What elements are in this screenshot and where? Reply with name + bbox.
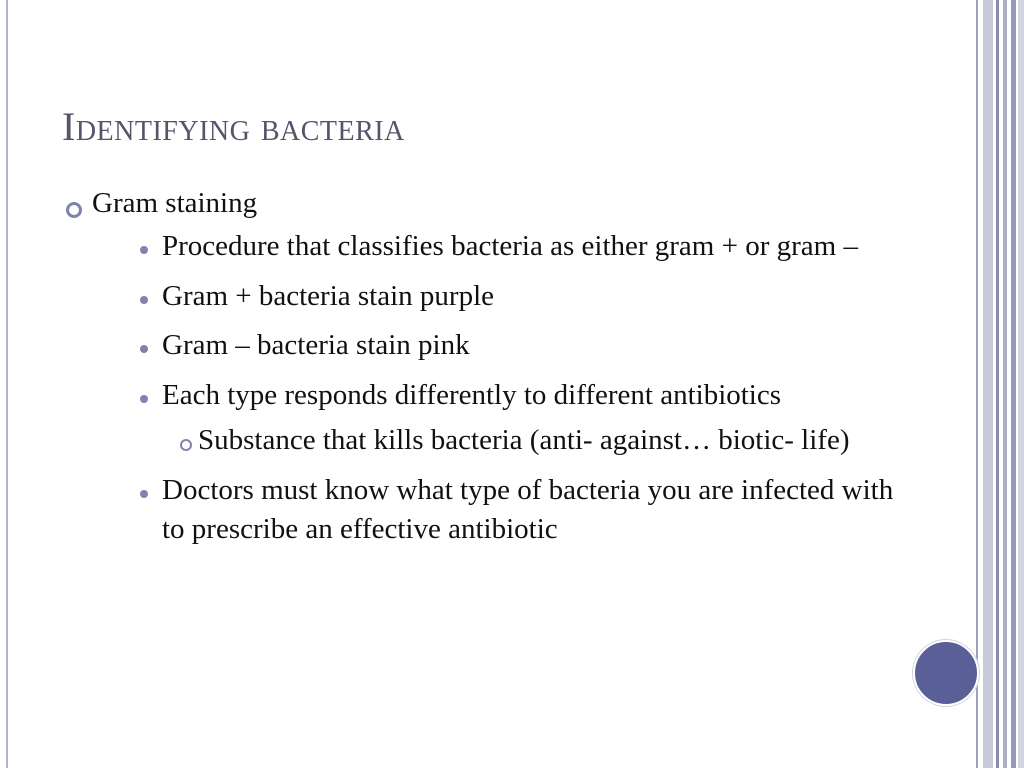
small-ring-bullet-icon	[180, 439, 192, 451]
decorative-circle-icon	[913, 640, 979, 706]
bullet-text: Gram staining	[92, 187, 258, 219]
dot-bullet-icon	[140, 490, 148, 498]
bullet-text: Gram – bacteria stain pink	[162, 329, 470, 362]
subbullet-antibiotics	[134, 376, 902, 461]
bullet-text: Gram + bacteria stain purple	[162, 279, 494, 312]
dot-bullet-icon	[140, 296, 148, 304]
subbullet-gram-positive	[134, 277, 902, 316]
subbullet-gram-negative	[134, 326, 902, 365]
bullet-text: Doctors must know what type of bacteria you are infected with to prescribe an effective antibiotic	[162, 473, 894, 546]
stripe-5	[1011, 0, 1016, 768]
subbullet-doctors	[134, 471, 902, 550]
stripe-1	[976, 0, 978, 768]
bullet-text: Substance that kills bacteria (anti- against… biotic- life)	[198, 424, 850, 457]
bullet-text: Procedure that classifies bacteria as either gram + or gram –	[162, 230, 858, 263]
right-decorative-stripes	[976, 0, 1024, 768]
subbullet-list	[134, 227, 902, 549]
subbullet-procedure	[134, 227, 902, 266]
dot-bullet-icon	[140, 246, 148, 254]
bullet-level1-gram-staining	[62, 184, 902, 550]
slide-title: Identifying bacteria	[62, 104, 405, 149]
dot-bullet-icon	[140, 345, 148, 353]
stripe-3	[996, 0, 999, 768]
dot-bullet-icon	[140, 395, 148, 403]
ring-bullet-icon	[66, 202, 82, 218]
left-border-line	[6, 0, 8, 768]
subsubbullet-antibiotic-definition	[180, 421, 902, 460]
bullet-text: Each type responds differently to different antibiotics	[162, 378, 782, 411]
stripe-6	[1018, 0, 1024, 768]
slide-content	[62, 184, 902, 560]
subsubbullet-list	[180, 421, 902, 460]
stripe-2	[983, 0, 993, 768]
stripe-4	[1003, 0, 1007, 768]
